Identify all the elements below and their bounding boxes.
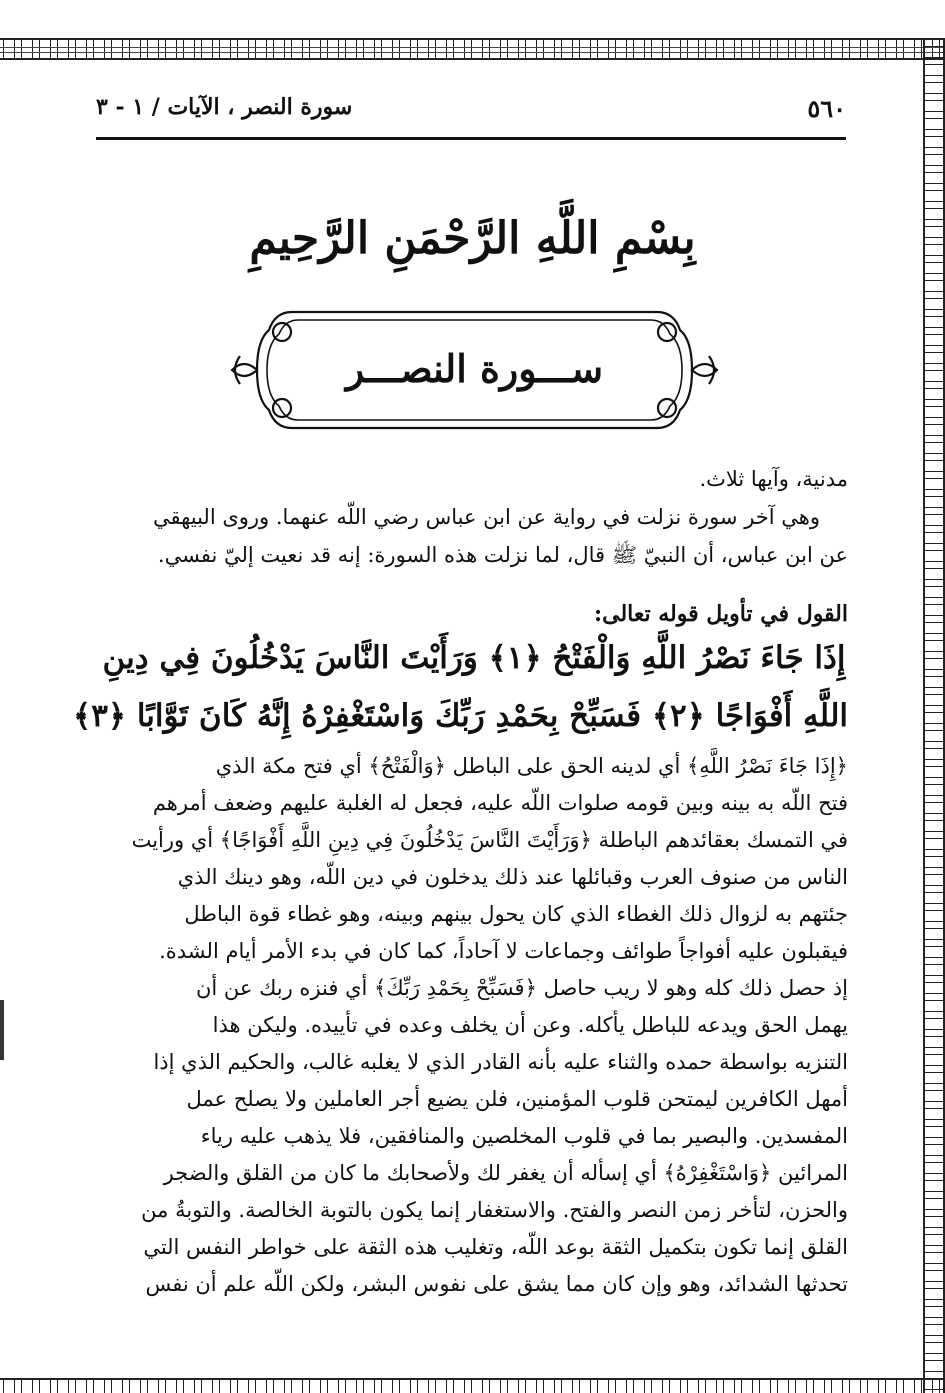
intro-line: عن ابن عباس، أن النبيّ ﷺ قال، لما نزلت هذه السورة: إنه قد نعيت إليّ نفسي. xyxy=(157,543,848,567)
commentary-line: جئتهم به لزوال ذلك الغطاء الذي كان يحول بينهم وبينه، وهو غطاء قوة الباطل xyxy=(184,902,848,926)
ornamental-border-top xyxy=(0,38,945,60)
commentary-line: القلق إنما تكون بتكميل الثقة بوعد اللّه، وتغليب هذه الثقة على خواطر النفس التي xyxy=(143,1235,848,1259)
commentary-line: المرائين ﴿وَاسْتَغْفِرْهُ﴾ أي إسأله أن يغفر لك ولأصحابك ما كان من القلق والضجر xyxy=(163,1161,848,1185)
commentary-line: يهمل الحق ويدعه للباطل يأكله. وعن أن يخلف وعده في تأييده. وليكن هذا xyxy=(212,1013,848,1037)
commentary-line: الناس من صنوف العرب وقبائلها عند ذلك يدخلون في دين اللّه، وهو دينك الذي xyxy=(177,865,848,889)
intro-line: وهي آخر سورة نزلت في رواية عن ابن عباس رضي اللّه عنهما. وروى البيهقي xyxy=(152,505,820,529)
intro-line: مدنية، وآيها ثلاث. xyxy=(699,467,848,491)
margin-mark xyxy=(0,1000,4,1060)
commentary-line: والحزن، لتأخر زمن النصر والفتح. والاستغفار إنما يكون بالتوبة الخالصة. والتوبةُ من xyxy=(141,1198,848,1222)
quran-verse-line: اللَّهِ أَفْوَاجًا ﴿٢﴾ فَسَبِّحْ بِحَمْدِ رَبِّكَ وَاسْتَغْفِرْهُ إِنَّهُ كَانَ تَوَّابًا ﴿٣﴾ xyxy=(73,698,848,734)
surah-title-cartouche xyxy=(222,300,727,440)
commentary-line: ﴿إِذَا جَاءَ نَصْرُ اللَّهِ﴾ أي لدينه الحق على الباطل ﴿وَالْفَتْحُ﴾ أي فتح مكة الذي xyxy=(215,754,848,778)
commentary-line: إذ حصل ذلك كله وهو لا ريب حاصل ﴿فَسَبِّحْ بِحَمْدِ رَبِّكَ﴾ أي فنزه ربك عن أن xyxy=(195,976,848,1000)
ornamental-border-right xyxy=(923,38,945,1393)
commentary-line: تحدثها الشدائد، وهو وإن كان مما يشق على نفوس البشر، ولكن اللّه علم أن نفس xyxy=(145,1272,848,1296)
quran-verse-line: إِذَا جَاءَ نَصْرُ اللَّهِ وَالْفَتْحُ ﴿١﴾ وَرَأَيْتَ النَّاسَ يَدْخُلُونَ فِي دِينِ xyxy=(102,640,846,676)
commentary-line: فتح اللّه به بينه وبين قومه صلوات اللّه عليه، فجعل له الغلبة عليهم وضعف أمرهم xyxy=(152,791,848,815)
surah-title: ســـورة النصـــر xyxy=(345,346,604,391)
ornamental-border-bottom xyxy=(0,1378,945,1393)
commentary-line: التنزيه بواسطة حمده والثناء عليه بأنه القادر الذي لا يغلبه غالب، والحكيم الذي إذا xyxy=(153,1050,848,1074)
page-number: ٥٦٠ xyxy=(807,94,846,123)
commentary-line: في التمسك بعقائدهم الباطلة ﴿وَرَأَيْتَ النَّاسَ يَدْخُلُونَ فِي دِينِ اللَّهِ أَفْوَاجًا﴾ أي ورأيت xyxy=(131,828,848,852)
page-header xyxy=(96,88,846,140)
surah-intro xyxy=(100,461,848,575)
running-title: سورة النصر ، الآيات / ١ - ٣ xyxy=(96,94,353,120)
section-heading: القول في تأويل قوله تعالى: xyxy=(594,601,848,627)
commentary-text xyxy=(100,748,848,1303)
commentary-line: المفسدين. والبصير بما في قلوب المخلصين والمنافقين، فلا يذهب عليه رياء xyxy=(200,1124,848,1148)
commentary-line: فيقبلون عليه أفواجاً طوائف وجماعات لا آحاداً، كما كان في بدء الأمر أيام الشدة. xyxy=(159,939,848,963)
commentary-line: أمهل الكافرين ليمتحن قلوب المؤمنين، فلن يضيع أجر العاملين ولا يصلح عمل xyxy=(186,1087,848,1111)
basmala: بِسْمِ اللَّهِ الرَّحْمَنِ الرَّحِيمِ xyxy=(249,213,696,264)
